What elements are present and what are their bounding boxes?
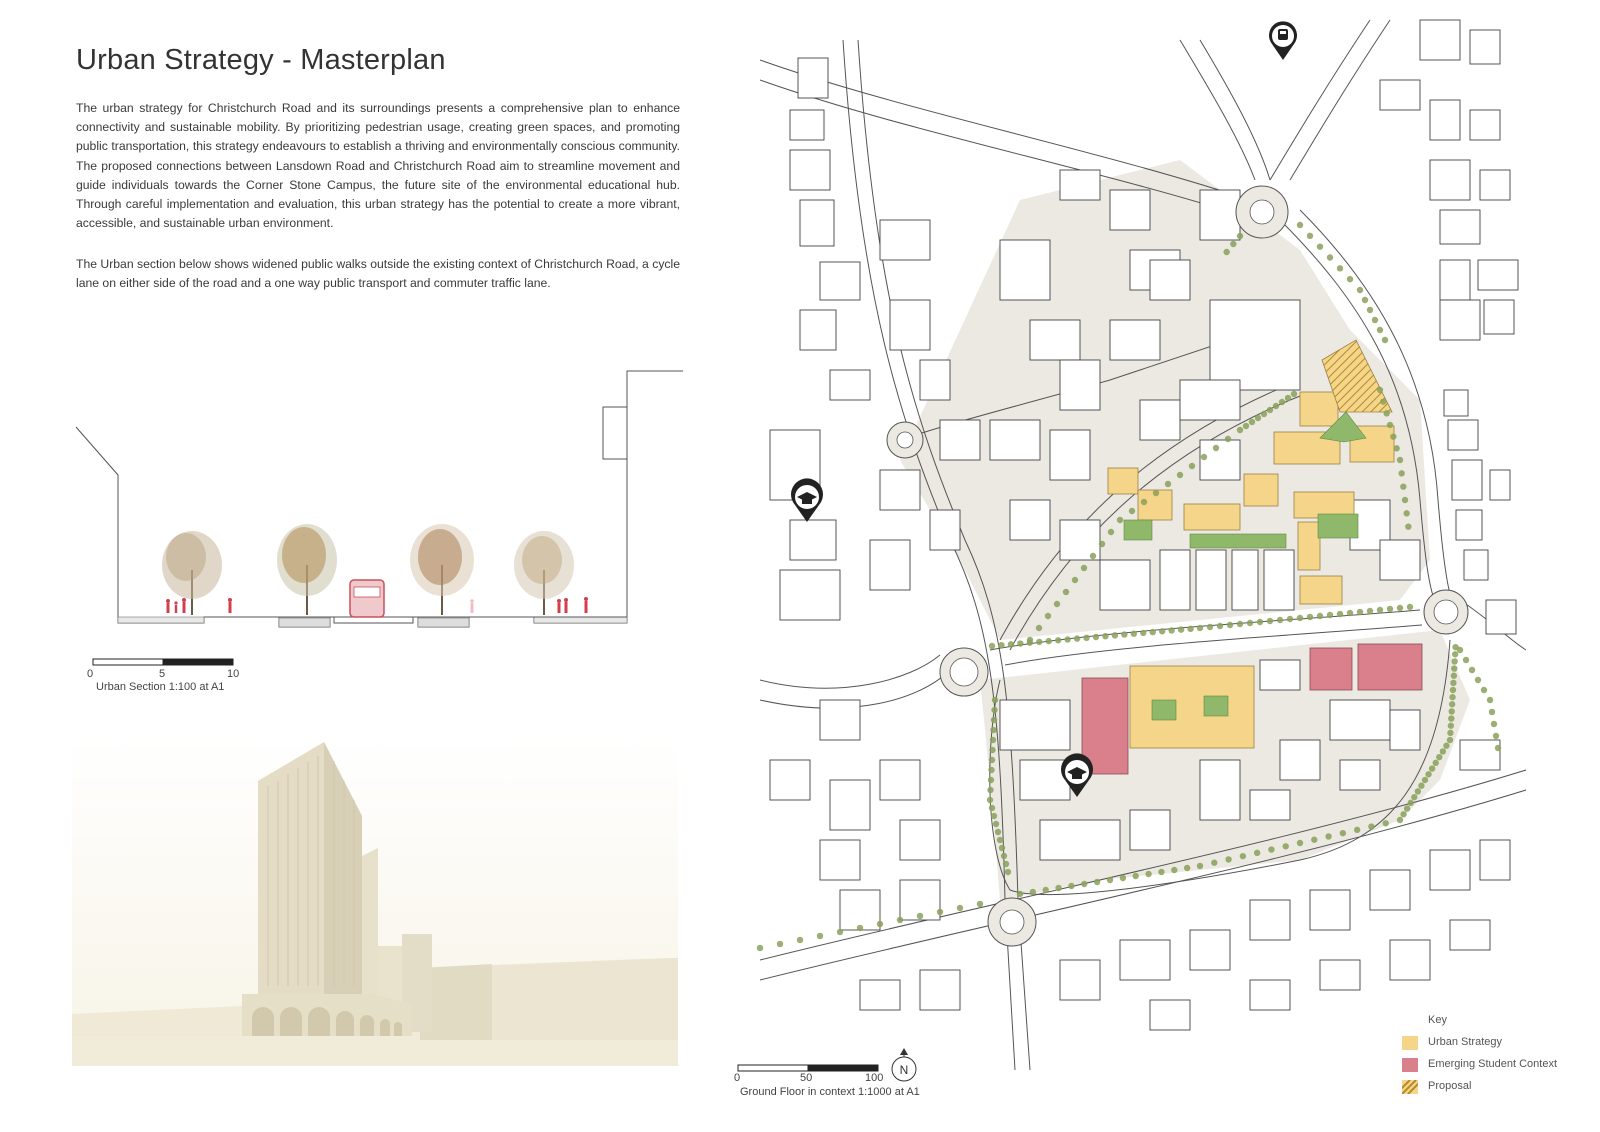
map-tree	[995, 829, 1001, 835]
map-tree	[1495, 745, 1501, 751]
map-tree	[1377, 327, 1383, 333]
map-tree	[1230, 241, 1236, 247]
map-tree	[1347, 276, 1353, 282]
bus-figure	[350, 580, 384, 617]
map-tree	[1261, 411, 1267, 417]
map-tree	[1380, 398, 1386, 404]
map-tree	[1072, 577, 1078, 583]
page-title: Urban Strategy - Masterplan	[76, 44, 446, 76]
map-tree	[1277, 617, 1283, 623]
map-tree	[1064, 636, 1070, 642]
map-tree	[1475, 677, 1481, 683]
map-tree	[1291, 391, 1297, 397]
map-tree	[1297, 615, 1303, 621]
map-tree	[1307, 233, 1313, 239]
map-tree	[999, 845, 1005, 851]
map-tree	[1327, 612, 1333, 618]
map-tree	[1043, 887, 1049, 893]
map-tree	[1213, 445, 1219, 451]
map-tree	[1255, 415, 1261, 421]
map-tree	[1112, 632, 1118, 638]
map-tree	[1267, 407, 1273, 413]
map-tree	[977, 901, 983, 907]
train-station-icon	[1269, 21, 1297, 60]
map-tree	[1117, 517, 1123, 523]
key-heading: Key	[1428, 1014, 1447, 1026]
map-tree	[1197, 625, 1203, 631]
map-tree	[987, 797, 993, 803]
map-tree	[1398, 470, 1404, 476]
map-tree	[857, 925, 863, 931]
map-tree	[797, 937, 803, 943]
map-tree	[1327, 254, 1333, 260]
map-tree	[1400, 483, 1406, 489]
map-tree	[1307, 614, 1313, 620]
map-tree	[989, 747, 995, 753]
map-tree	[1457, 647, 1463, 653]
map-tree	[1017, 891, 1023, 897]
map-tree	[1247, 620, 1253, 626]
map-tree	[988, 767, 994, 773]
map-tree	[1054, 601, 1060, 607]
section-scale-tick-0: 0	[87, 668, 94, 680]
map-tree	[1469, 667, 1475, 673]
map-tree	[1273, 403, 1279, 409]
map-tree	[1403, 510, 1409, 516]
section-tree	[410, 524, 474, 615]
map-tree	[1347, 610, 1353, 616]
map-tree	[1450, 680, 1456, 686]
map-tree	[1133, 873, 1139, 879]
map-tree	[1425, 771, 1431, 777]
building-render	[72, 736, 678, 1066]
map-tree	[1201, 454, 1207, 460]
urban-section-drawing	[72, 365, 684, 655]
map-tree	[877, 921, 883, 927]
map-tree	[1368, 823, 1374, 829]
map-tree	[1452, 658, 1458, 664]
map-tree	[1141, 499, 1147, 505]
map-tree	[1481, 687, 1487, 693]
map-tree	[1448, 715, 1454, 721]
map-tree	[1068, 883, 1074, 889]
map-tree	[1337, 611, 1343, 617]
map-tree	[1397, 817, 1403, 823]
map-tree	[1153, 490, 1159, 496]
map-tree	[957, 905, 963, 911]
map-tree	[1354, 827, 1360, 833]
map-tree	[1140, 630, 1146, 636]
map-tree	[992, 697, 998, 703]
map-tree	[1489, 709, 1495, 715]
map-tree	[1400, 811, 1406, 817]
map-tree	[1094, 879, 1100, 885]
map-tree	[1189, 463, 1195, 469]
map-tree	[1108, 529, 1114, 535]
map-tree	[1158, 869, 1164, 875]
map-tree	[1159, 628, 1165, 634]
map-tree	[1443, 743, 1449, 749]
map-tree	[1367, 307, 1373, 313]
plan-scale-tick-50: 50	[800, 1072, 813, 1084]
map-tree	[1268, 846, 1274, 852]
map-tree	[1036, 625, 1042, 631]
map-tree	[997, 837, 1003, 843]
map-tree	[1387, 422, 1393, 428]
map-tree	[1257, 619, 1263, 625]
map-tree	[1227, 622, 1233, 628]
map-tree	[1451, 673, 1457, 679]
map-tree	[1447, 737, 1453, 743]
map-tree	[1177, 472, 1183, 478]
map-tree	[1150, 629, 1156, 635]
map-tree	[1081, 881, 1087, 887]
map-tree	[1297, 222, 1303, 228]
map-tree	[1187, 626, 1193, 632]
map-tree	[1447, 730, 1453, 736]
section-scale-tick-10: 10	[227, 668, 240, 680]
map-tree	[1243, 423, 1249, 429]
map-tree	[1387, 606, 1393, 612]
map-tree	[1463, 657, 1469, 663]
map-tree	[1267, 618, 1273, 624]
map-tree	[1184, 865, 1190, 871]
map-tree	[991, 717, 997, 723]
map-tree	[777, 941, 783, 947]
map-tree	[1487, 697, 1493, 703]
section-tree	[162, 531, 222, 615]
map-tree	[1165, 481, 1171, 487]
map-tree	[1145, 871, 1151, 877]
map-tree	[1415, 788, 1421, 794]
map-tree	[1178, 626, 1184, 632]
north-arrow-icon	[889, 1047, 919, 1083]
map-tree	[1429, 765, 1435, 771]
map-tree	[1337, 265, 1343, 271]
map-tree	[1055, 637, 1061, 643]
map-tree	[1493, 733, 1499, 739]
map-tree	[1121, 631, 1127, 637]
map-tree	[1217, 623, 1223, 629]
map-tree	[1237, 427, 1243, 433]
map-tree	[937, 909, 943, 915]
plan-scale-tick-0: 0	[734, 1072, 741, 1084]
map-tree	[1390, 433, 1396, 439]
map-tree	[1197, 863, 1203, 869]
map-tree	[1340, 830, 1346, 836]
map-tree	[1055, 885, 1061, 891]
map-tree	[1045, 613, 1051, 619]
map-tree	[991, 813, 997, 819]
map-tree	[1030, 889, 1036, 895]
key-swatch-proposal	[1402, 1080, 1418, 1094]
key-swatch-emerging-student	[1402, 1058, 1418, 1072]
map-tree	[1237, 621, 1243, 627]
map-tree	[1090, 553, 1096, 559]
map-tree	[990, 737, 996, 743]
map-tree	[1317, 243, 1323, 249]
map-tree	[1102, 633, 1108, 639]
map-tree	[989, 757, 995, 763]
map-tree	[1397, 457, 1403, 463]
map-tree	[1402, 497, 1408, 503]
map-tree	[1207, 624, 1213, 630]
map-tree	[1120, 875, 1126, 881]
map-tree	[1211, 860, 1217, 866]
map-tree	[989, 805, 995, 811]
map-tree	[1225, 436, 1231, 442]
map-tree	[1397, 605, 1403, 611]
map-tree	[1005, 869, 1011, 875]
map-tree	[1357, 609, 1363, 615]
map-tree	[1297, 840, 1303, 846]
plan-scale-caption: Ground Floor in context 1:1000 at A1	[740, 1086, 920, 1098]
map-tree	[1081, 565, 1087, 571]
map-tree	[1367, 608, 1373, 614]
map-tree	[1449, 708, 1455, 714]
map-tree	[1404, 805, 1410, 811]
map-tree	[1411, 794, 1417, 800]
map-tree	[1285, 395, 1291, 401]
map-tree	[1223, 249, 1229, 255]
map-tree	[837, 929, 843, 935]
section-scale-bar	[92, 658, 242, 668]
map-tree	[1171, 867, 1177, 873]
map-tree	[1107, 877, 1113, 883]
map-tree	[1405, 523, 1411, 529]
map-tree	[1249, 419, 1255, 425]
map-tree	[1408, 800, 1414, 806]
north-label: N	[899, 1063, 909, 1077]
key-swatch-urban-strategy	[1402, 1036, 1418, 1050]
map-tree	[1422, 777, 1428, 783]
map-tree	[1027, 637, 1033, 643]
map-tree	[1083, 635, 1089, 641]
map-tree	[1074, 635, 1080, 641]
map-tree	[988, 777, 994, 783]
section-paragraph: The Urban section below shows widened public walks outside the existing context of Christchurch Road, a cycle lane on either side of the road and a one way public transport and commuter traffic lane.	[76, 257, 680, 291]
map-tree	[1099, 541, 1105, 547]
section-scale-tick-5: 5	[159, 668, 166, 680]
map-tree	[1449, 694, 1455, 700]
map-tree	[1093, 634, 1099, 640]
map-tree	[1168, 627, 1174, 633]
map-tree	[1036, 639, 1042, 645]
map-tree	[1377, 387, 1383, 393]
map-tree	[990, 727, 996, 733]
map-tree	[1433, 760, 1439, 766]
graduation-cap-icon	[791, 478, 823, 522]
map-tree	[1046, 638, 1052, 644]
map-tree	[1240, 853, 1246, 859]
map-tree	[1450, 687, 1456, 693]
map-tree	[897, 917, 903, 923]
map-tree	[991, 707, 997, 713]
map-tree	[1372, 317, 1378, 323]
map-tree	[1283, 843, 1289, 849]
map-tree	[1451, 665, 1457, 671]
key-label-emerging-student: Emerging Student Context	[1428, 1058, 1558, 1070]
map-tree	[989, 643, 995, 649]
key-label-proposal: Proposal	[1428, 1080, 1472, 1092]
map-tree	[817, 933, 823, 939]
map-tree	[1383, 820, 1389, 826]
key-label-urban-strategy: Urban Strategy	[1428, 1036, 1502, 1048]
map-tree	[1237, 233, 1243, 239]
map-tree	[1279, 399, 1285, 405]
map-tree	[1063, 589, 1069, 595]
map-tree	[757, 945, 763, 951]
masterplan-map	[756, 0, 1530, 1070]
map-tree	[1357, 287, 1363, 293]
map-tree	[1377, 607, 1383, 613]
map-tree	[998, 642, 1004, 648]
map-tree	[1311, 837, 1317, 843]
map-tree	[1393, 445, 1399, 451]
map-tree	[1440, 748, 1446, 754]
map-tree	[993, 821, 999, 827]
map-tree	[1131, 631, 1137, 637]
map-tree	[1129, 508, 1135, 514]
map-tree	[1491, 721, 1497, 727]
map-tree	[1382, 337, 1388, 343]
map-tree	[1436, 754, 1442, 760]
map-tree	[1452, 651, 1458, 657]
map-tree	[1287, 616, 1293, 622]
map-tree	[1362, 297, 1368, 303]
section-tree	[277, 524, 337, 615]
map-tree	[1317, 613, 1323, 619]
map-tree	[917, 913, 923, 919]
map-tree	[1418, 783, 1424, 789]
map-tree	[1003, 861, 1009, 867]
map-tree	[1383, 410, 1389, 416]
map-tree	[987, 787, 993, 793]
map-tree	[1254, 850, 1260, 856]
map-tree	[1449, 701, 1455, 707]
map-tree	[1008, 641, 1014, 647]
map-tree	[1001, 853, 1007, 859]
section-scale-caption: Urban Section 1:100 at A1	[96, 681, 225, 693]
map-tree	[1448, 723, 1454, 729]
plan-scale-tick-100: 100	[865, 1072, 884, 1084]
intro-paragraph: The urban strategy for Christchurch Road and its surroundings presents a comprehensive plan to enhance connectivity and sustainable mobility. By prioritizing pedestrian usage, creating green spaces, and promoting public transportation, this strategy endeavours to establish a thriving and environmentally conscious community. The proposed connections between Lansdown Road and Christchurch Road aim to streamline movement and guide individuals towards the Corner Stone Campus, the future site of the environmental educational hub. Through careful implementation and evaluation, this urban strategy has the potential to create a more vibrant, accessible, and sustainable urban environment.	[76, 101, 680, 231]
map-tree	[1225, 856, 1231, 862]
map-tree	[1325, 833, 1331, 839]
map-tree	[1017, 640, 1023, 646]
map-tree	[1407, 604, 1413, 610]
